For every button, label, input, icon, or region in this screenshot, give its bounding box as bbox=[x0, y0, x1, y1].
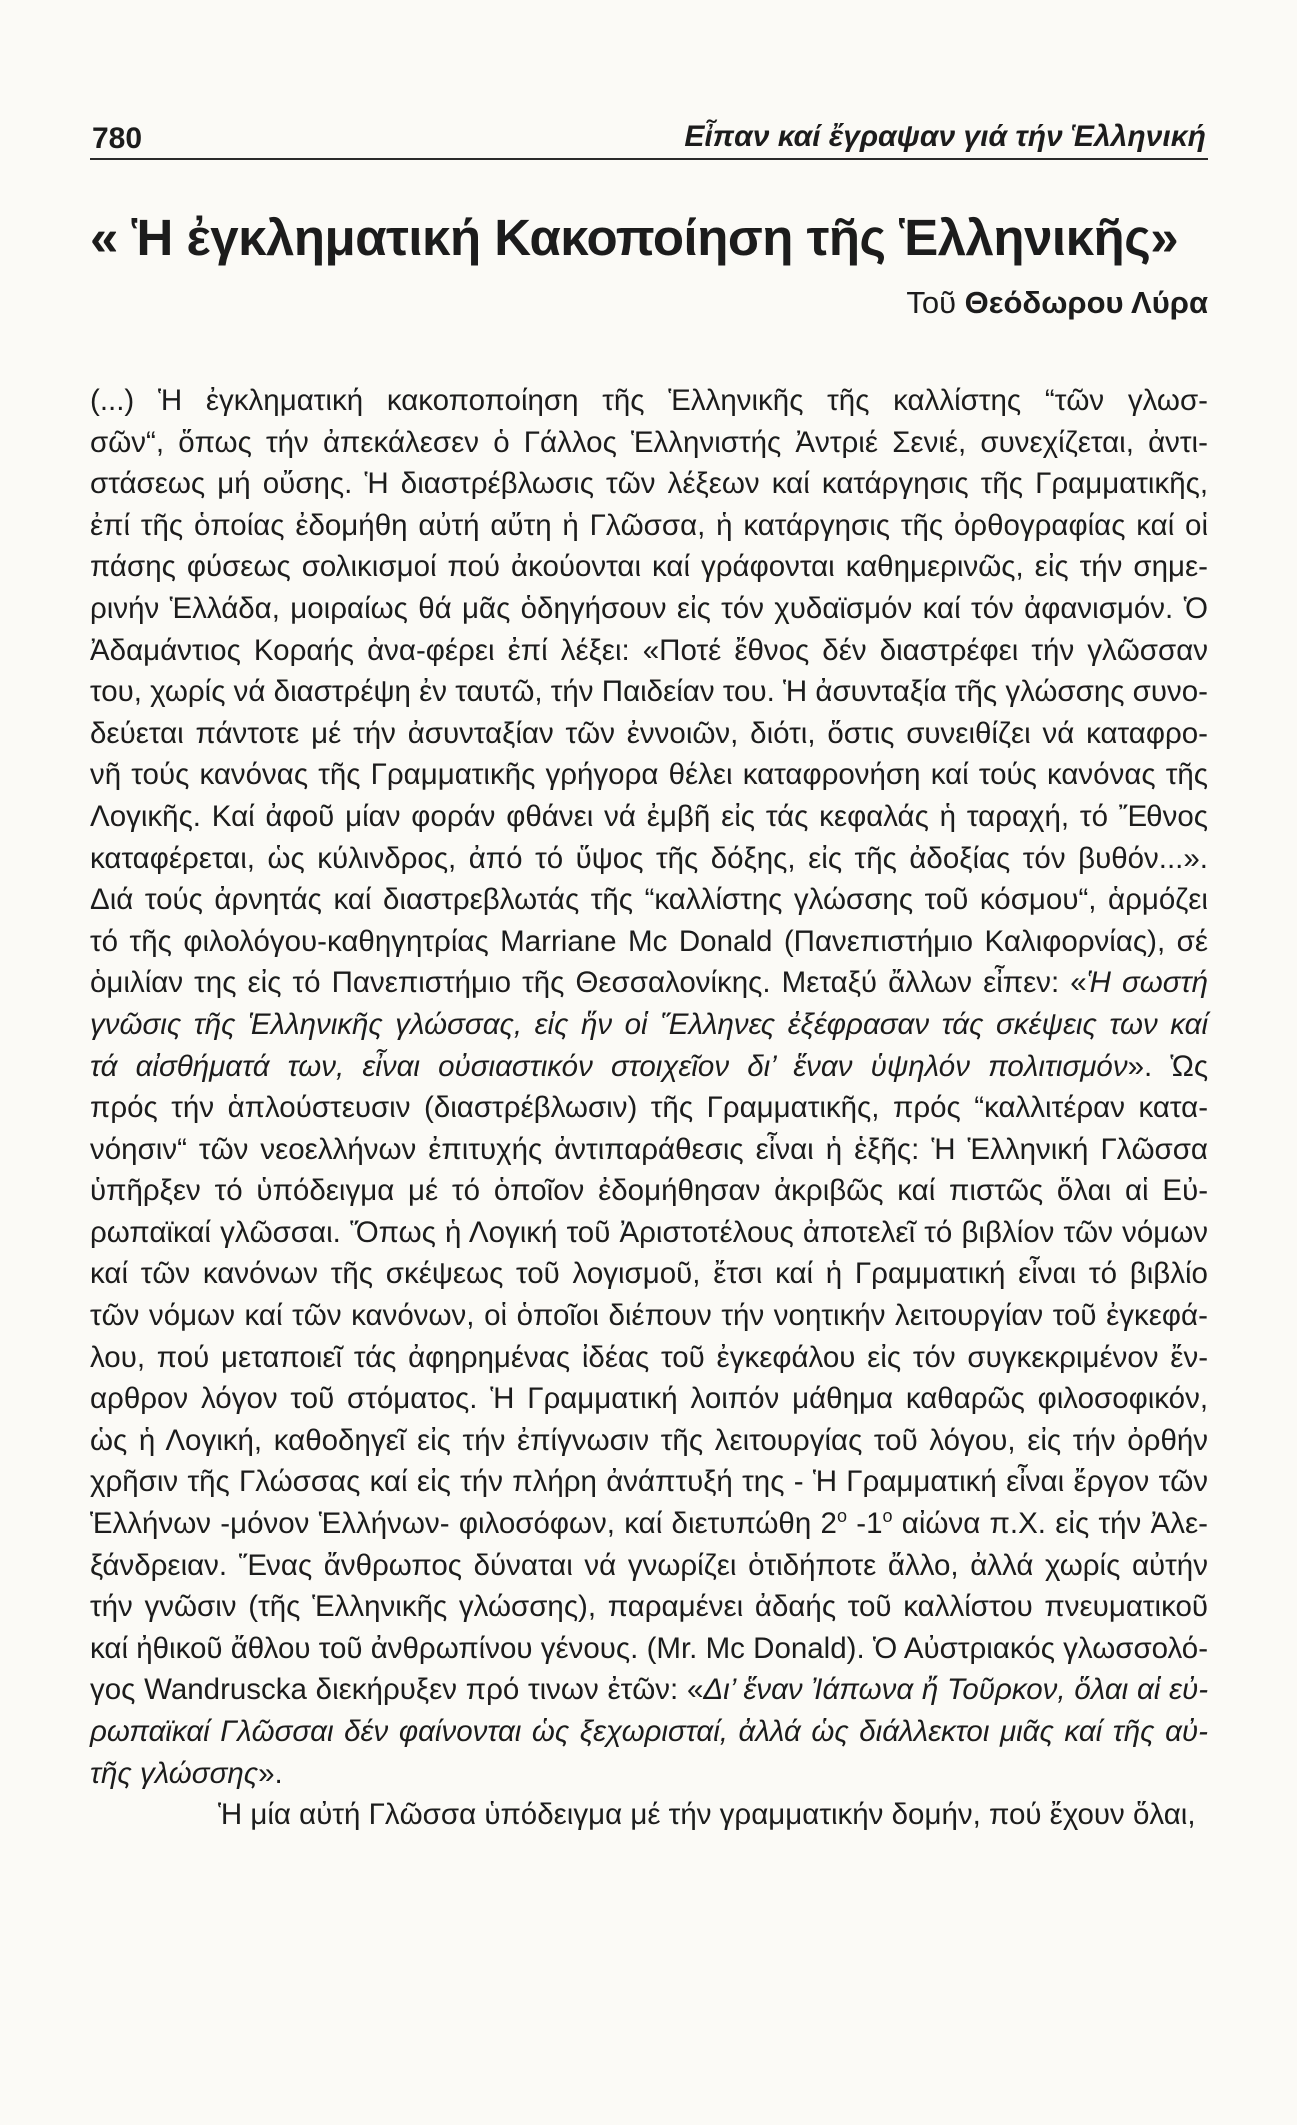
text-line bbox=[90, 1046, 1208, 1088]
text-span: τήν γνῶσιν (τῆς Ἑλληνικῆς γλώσσης), παραμένει ἀδαής τοῦ καλλίστου πνευματικοῦ bbox=[90, 1590, 1209, 1624]
text-line bbox=[90, 671, 1208, 713]
text-span: Ἡ μία αὐτή Γλῶσσα ὑπόδειγμα μέ τήν γραμματικήν δομήν, πού ἔχουν ὅλαι, bbox=[218, 1798, 1196, 1832]
text-span: ἐπί τῆς ὁποίας ἐδομήθη αὐτή αὔτη ἡ Γλῶσσα, ἡ κατάργησις τῆς ὀρθογραφίας καί οἱ bbox=[90, 508, 1209, 542]
text-span: ὁμιλίαν της εἰς τό Πανεπιστήμιο τῆς Θεσσαλονίκης. Μεταξύ ἄλλων εἶπεν: « bbox=[90, 966, 1087, 1000]
text-line bbox=[90, 463, 1208, 505]
text-line bbox=[90, 1212, 1208, 1254]
text-span: ὡς ἡ Λογική, καθοδηγεῖ εἰς τήν ἐπίγνωσιν τῆς λειτουργίας τοῦ λόγου, εἰς τήν ὀρθήν bbox=[90, 1423, 1209, 1457]
text-line bbox=[90, 1503, 1208, 1545]
italic-text: Ἡ σωστή bbox=[1086, 966, 1208, 1000]
page-header bbox=[90, 118, 1208, 160]
text-line bbox=[90, 713, 1208, 755]
superscript-text: ο bbox=[836, 1506, 847, 1527]
text-span: Ἑλλήνων -μόνον Ἑλλήνων- φιλοσόφων, καί διετυπώθη 2 bbox=[90, 1507, 837, 1541]
text-line bbox=[90, 1711, 1208, 1753]
text-line bbox=[90, 1253, 1208, 1295]
text-span: καί τῶν κανόνων τῆς σκέψεως τοῦ λογισμοῦ, ἔτσι καί ἡ Γραμματική εἶναι τό βιβλίο bbox=[90, 1257, 1208, 1291]
text-line bbox=[90, 1170, 1208, 1212]
italic-text: γνῶσις τῆς Ἑλληνικῆς γλώσσας, εἰς ἥν οἱ Ἕλληνες ἐξέφρασαν τάς σκέψεις των καί bbox=[90, 1007, 1208, 1041]
text-line bbox=[90, 1087, 1208, 1129]
text-span: ρωπαϊκαί γλῶσσαι. Ὅπως ἡ Λογική τοῦ Ἀριστοτέλους ἀποτελεῖ τό βιβλίον τῶν νόμων bbox=[90, 1215, 1209, 1249]
text-line bbox=[90, 962, 1208, 1004]
text-span: Λογικῆς. Καί ἀφοῦ μίαν φοράν φθάνει νά ἐμβῆ εἰς τάς κεφαλάς ἡ ταραχή, τό Ἔθνος bbox=[90, 799, 1208, 833]
text-line bbox=[90, 630, 1208, 672]
text-span: χρῆσιν τῆς Γλώσσας καί εἰς τήν πλήρη ἀνάπτυξή της - Ἡ Γραμματική εἶναι ἔργον τῶν bbox=[90, 1465, 1209, 1499]
text-line bbox=[90, 1753, 1208, 1795]
text-span: στάσεως μή οὔσης. Ἡ διαστρέβλωσις τῶν λέξεων καί κατάργησις τῆς Γραμματικῆς, bbox=[90, 467, 1209, 501]
italic-text: τῆς γλώσσης bbox=[90, 1756, 259, 1790]
text-line bbox=[90, 1337, 1208, 1379]
text-span: πάσης φύσεως σολικισμοί πού ἀκούονται καί γράφονται καθημερινῶς, εἰς τήν σημε- bbox=[90, 550, 1209, 584]
italic-text: Δι’ ἕναν Ἰάπωνα ἤ Τοῦρκον, ὅλαι αἱ εὐ- bbox=[703, 1673, 1209, 1707]
text-line bbox=[90, 588, 1208, 630]
text-span: τό τῆς φιλολόγου-καθηγητρίας Marriane Mc Donald (Πανεπιστήμιο Καλιφορνίας), σέ bbox=[90, 924, 1209, 958]
text-span: Διά τούς ἀρνητάς καί διαστρεβλωτάς τῆς “καλλίστης γλώσσης τοῦ κόσμου“, ἁρμόζει bbox=[90, 883, 1208, 917]
text-line bbox=[90, 1461, 1208, 1503]
text-line bbox=[90, 1129, 1208, 1171]
text-line bbox=[90, 546, 1208, 588]
text-span: καταφέρεται, ὡς κύλινδρος, ἀπό τό ὕψος τῆς δόξης, εἰς τῆς ἀδοξίας τόν βυθόν...». bbox=[90, 841, 1208, 875]
byline-author: Θεόδωρου Λύρα bbox=[964, 285, 1208, 320]
text-line bbox=[90, 380, 1208, 422]
text-line bbox=[90, 879, 1208, 921]
italic-text: τά αἰσθήματά των, εἶναι οὐσιαστικόν στοιχεῖον δι’ ἕναν ὑψηλόν πολιτισμόν bbox=[90, 1049, 1128, 1083]
byline-prefix: Τοῦ bbox=[906, 285, 965, 320]
text-line bbox=[90, 921, 1208, 963]
text-span: γος Wandruscka διεκήρυξεν πρό τινων ἐτῶν: « bbox=[90, 1673, 704, 1707]
text-line bbox=[90, 1004, 1208, 1046]
text-span: (...) Ἡ ἐγκληματική κακοποποίηση τῆς Ἑλληνικῆς τῆς καλλίστης “τῶν γλωσ- bbox=[90, 384, 1208, 417]
text-span: νῆ τούς κανόνας τῆς Γραμματικῆς γρήγορα θέλει καταφρονήση καί τούς κανόνας τῆς bbox=[90, 758, 1209, 792]
text-span: του, χωρίς νά διαστρέψη ἐν ταυτῶ, τήν Παιδείαν του. Ἡ ἀσυνταξία τῆς γλώσσης συνο- bbox=[90, 675, 1208, 709]
article-byline bbox=[906, 285, 1208, 321]
article-body bbox=[90, 380, 1208, 1836]
text-line bbox=[90, 838, 1208, 880]
text-line bbox=[90, 1628, 1208, 1670]
text-line bbox=[90, 1295, 1208, 1337]
text-span: ὑπῆρξεν τό ὑπόδειγμα μέ τό ὁποῖον ἐδομήθησαν ἀκριβῶς καί πιστῶς ὅλαι αἱ Εὐ- bbox=[90, 1174, 1209, 1208]
text-span: Ἀδαμάντιος Κοραής ἀνα-φέρει ἐπί λέξει: «Ποτέ ἔθνος δέν διαστρέφει τήν γλῶσσαν bbox=[90, 633, 1209, 667]
text-line bbox=[90, 796, 1208, 838]
text-line bbox=[90, 754, 1208, 796]
text-line bbox=[90, 1378, 1208, 1420]
text-span: ». bbox=[258, 1756, 283, 1790]
text-span: τῶν νόμων καί τῶν κανόνων, οἱ ὁποῖοι διέπουν τήν νοητικήν λειτουργίαν τοῦ ἐγκεφά- bbox=[90, 1299, 1208, 1333]
italic-text: ρωπαϊκαί Γλῶσσαι δέν φαίνονται ὡς ξεχωρισταί, ἀλλά ὡς διάλλεκτοι μιᾶς καί τῆς αὐ- bbox=[90, 1715, 1208, 1748]
text-span: αἰώνα π.Χ. εἰς τήν Ἀλε- bbox=[892, 1507, 1208, 1541]
text-line bbox=[90, 505, 1208, 547]
text-line bbox=[90, 1794, 1208, 1836]
text-line bbox=[90, 1586, 1208, 1628]
text-span: νόησιν“ τῶν νεοελλήνων ἐπιτυχής ἀντιπαράθεσις εἶναι ἡ ἑξῆς: Ἡ Ἑλληνική Γλῶσσα bbox=[90, 1132, 1208, 1166]
text-span: πρός τήν ἁπλούστευσιν (διαστρέβλωσιν) τῆς Γραμματικῆς, πρός “καλλιτέραν κατα- bbox=[90, 1091, 1209, 1125]
text-span: ». Ὡς bbox=[1127, 1049, 1209, 1083]
running-head: Εἶπαν καί ἔγραψαν γιά τήν Ἑλληνική bbox=[684, 120, 1206, 153]
text-span: -1 bbox=[846, 1507, 883, 1541]
text-span: αρθρον λόγον τοῦ στόματος. Ἡ Γραμματική λοιπόν μάθημα καθαρῶς φιλοσοφικόν, bbox=[90, 1382, 1209, 1416]
text-span: καί ἠθικοῦ ἄθλου τοῦ ἀνθρωπίνου γένους. (Mr. Mc Donald). Ὁ Αὐστριακός γλωσσολό- bbox=[90, 1631, 1209, 1665]
text-span: σῶν“, ὅπως τήν ἀπεκάλεσεν ὁ Γάλλος Ἑλληνιστής Ἀντριέ Σενιέ, συνεχίζεται, ἀντι- bbox=[90, 425, 1208, 459]
text-span: δεύεται πάντοτε μέ τήν ἀσυνταξίαν τῶν ἐννοιῶν, διότι, ὅστις συνειθίζει νά καταφρο- bbox=[90, 716, 1208, 750]
text-line bbox=[90, 1669, 1208, 1711]
text-line bbox=[90, 1420, 1208, 1462]
article-title: « Ἡ ἐγκληματική Κακοποίηση τῆς Ἑλληνικῆς» bbox=[90, 209, 1179, 266]
text-line bbox=[90, 422, 1208, 464]
page-number: 780 bbox=[92, 122, 143, 155]
text-span: ξάνδρειαν. Ἕνας ἄνθρωπος δύναται νά γνωρίζει ὁτιδήποτε ἄλλο, ἀλλά χωρίς αὐτήν bbox=[90, 1548, 1208, 1582]
text-span: λου, πού μεταποιεῖ τάς ἀφηρημένας ἰδέας τοῦ ἐγκεφάλου εἰς τόν συγκεκριμένον ἔν- bbox=[90, 1340, 1209, 1374]
text-span: ρινήν Ἑλλάδα, μοιραίως θά μᾶς ὁδηγήσουν εἰς τόν χυδαϊσμόν καί τόν ἀφανισμόν. Ὁ bbox=[90, 591, 1208, 625]
text-line bbox=[90, 1545, 1208, 1587]
superscript-text: ο bbox=[882, 1506, 893, 1527]
